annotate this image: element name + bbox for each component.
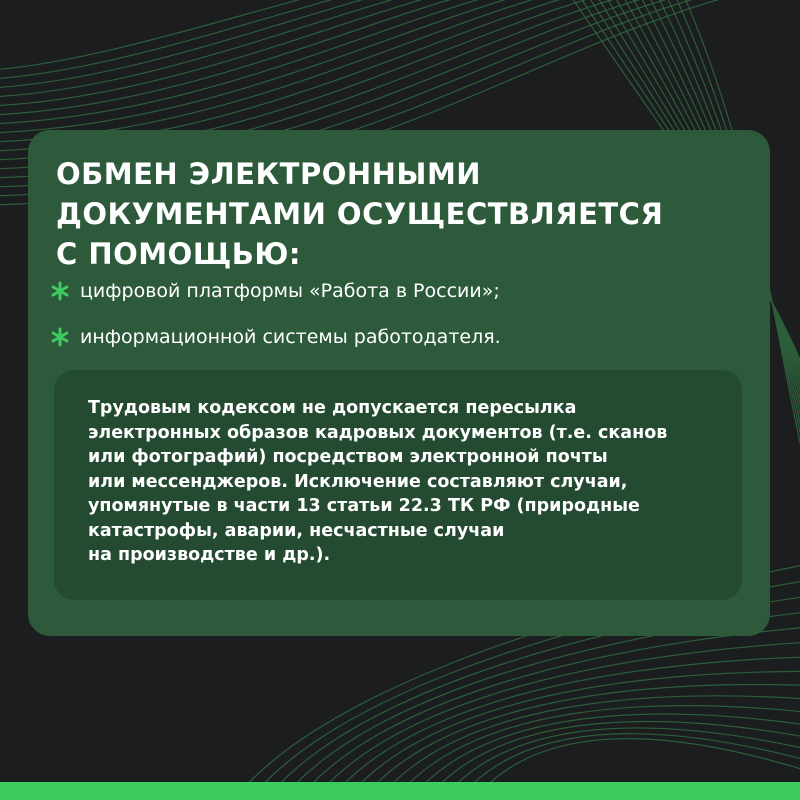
note-line: или мессенджеров. Исключение составляют случаи,	[88, 471, 628, 492]
bullet-text: цифровой платформы «Работа в России»;	[80, 280, 500, 302]
note-line: или фотографий) посредством электронной почты	[88, 447, 608, 467]
note-line: на производстве и др.).	[88, 545, 331, 565]
note-text	[88, 396, 667, 568]
bottom-accent-bar	[0, 782, 800, 800]
content-card	[28, 130, 770, 636]
note-line: Трудовым кодексом не допускается пересылка	[88, 398, 577, 418]
bullet-item	[50, 322, 501, 352]
decorative-line	[300, 640, 800, 800]
headline-line: С ПОМОЩЬЮ:	[56, 237, 302, 271]
headline	[56, 154, 716, 274]
note-panel	[54, 370, 742, 600]
bullet-item	[50, 276, 500, 306]
decorative-line	[0, 0, 496, 79]
note-line: катастрофы, аварии, несчастные случаи	[88, 520, 505, 541]
asterisk-icon	[50, 281, 70, 301]
asterisk-icon	[50, 327, 70, 347]
note-line: упомянутые в части 13 статьи 22.3 ТК РФ (природные	[88, 496, 640, 516]
bullet-text: информационной системы работодателя.	[80, 326, 501, 348]
decorative-line	[0, 0, 548, 97]
decorative-line	[0, 0, 626, 124]
decorative-line	[332, 671, 800, 800]
headline-line: ДОКУМЕНТАМИ ОСУЩЕСТВЛЯЕТСЯ	[56, 197, 664, 231]
note-line: электронных образов кадровых документов (т.е. сканов	[88, 422, 668, 443]
decorative-line	[0, 0, 522, 88]
headline-line: ОБМЕН ЭЛЕКТРОННЫМИ	[56, 157, 482, 191]
